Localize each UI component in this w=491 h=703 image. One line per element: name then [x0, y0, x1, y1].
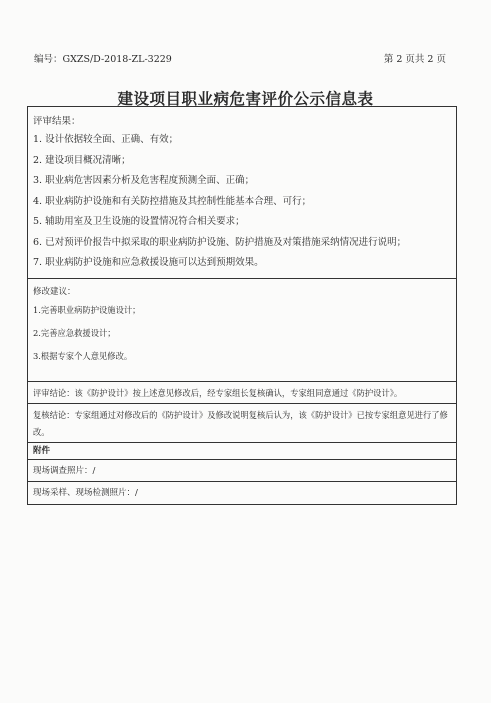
info-table	[27, 106, 457, 505]
suggestions-label: 修改建议：	[33, 287, 76, 297]
review-item: 1. 设计依据较全面、正确、有效；	[33, 134, 179, 145]
review-results-label: 评审结果：	[33, 116, 81, 127]
suggestions-section	[28, 279, 456, 382]
suggestion-item: 3.根据专家个人意见修改。	[33, 351, 133, 361]
document-header	[34, 51, 454, 65]
review-item: 2. 建设项目概况清晰；	[33, 154, 131, 166]
review-conclusion: 评审结论：该《防护设计》按上述意见修改后，经专家组长复核确认，专家组同意通过《防护设计》。	[28, 382, 456, 404]
attachments-label: 附件	[28, 443, 456, 460]
site-photos-row: 现场调查照片：/	[28, 460, 456, 482]
review-item: 3. 职业病危害因素分析及危害程度预测全面、正确；	[33, 175, 255, 186]
sampling-photos-row: 现场采样、现场检测照片：/	[33, 488, 138, 498]
review-item: 7. 职业病防护设施和应急救援设施可以达到预期效果。	[33, 257, 264, 268]
review-item: 4. 职业病防护设施和有关防控措施及其控制性能基本合理、可行；	[33, 195, 312, 207]
suggestion-item: 2.完善应急救援设计；	[33, 328, 116, 338]
document-title: 建设项目职业病危害评价公示信息表	[117, 89, 374, 108]
review-results-section	[28, 107, 456, 279]
review-item: 5. 辅助用室及卫生设施的设置情况符合相关要求；	[33, 216, 245, 227]
recheck-conclusion: 复核结论：专家组通过对修改后的《防护设计》及修改说明复核后认为，该《防护设计》已按专家组意见进行了修改。	[28, 404, 456, 443]
page-indicator: 第 2 页共 2 页	[383, 54, 446, 65]
document-number: 编号：GXZS/D-2018-ZL-3229	[34, 54, 172, 65]
suggestion-item: 1.完善职业病防护设施设计；	[33, 305, 141, 315]
review-item: 6. 已对预评价报告中拟采取的职业病防护设施、防护措施及对策措施采纳情况进行说明；	[33, 236, 407, 248]
